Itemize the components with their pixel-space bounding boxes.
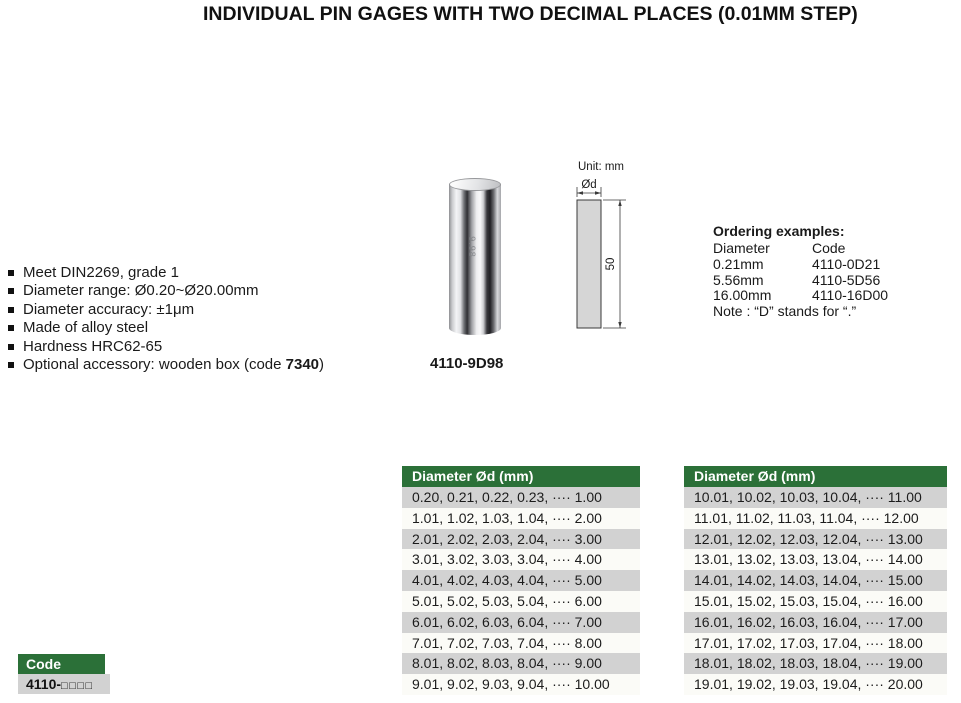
page-title: INDIVIDUAL PIN GAGES WITH TWO DECIMAL PLACES (0.01MM STEP) [203, 3, 858, 25]
unit-label: Unit: mm [578, 161, 624, 173]
table-row: 3.01, 3.02, 3.03, 3.04, ···· 4.00 [402, 549, 640, 570]
diameter-dim-label: Ød [581, 179, 597, 191]
table-row: 16.01, 16.02, 16.03, 16.04, ···· 17.00 [684, 612, 947, 633]
feature-text: Meet DIN2269, grade 1 [23, 264, 179, 281]
ordering-examples [713, 223, 888, 320]
accessory-code: 7340 [285, 355, 320, 373]
ordering-example-row [713, 273, 888, 289]
table-row: 17.01, 17.02, 17.03, 17.04, ···· 18.00 [684, 633, 947, 654]
ordering-example-row [713, 288, 888, 304]
bullet-square-icon [8, 362, 14, 368]
ordering-note: Note : “D” stands for “.” [713, 303, 857, 320]
pin-outline-rect [577, 200, 601, 328]
feature-item [8, 301, 324, 319]
diameter-table-left [402, 466, 640, 695]
code-value-prefix: 4110- [26, 676, 62, 692]
product-code-caption: 4110-9D98 [430, 355, 504, 372]
table-row: 11.01, 11.02, 11.03, 11.04, ···· 12.00 [684, 508, 947, 529]
pin-engraving-text: 9.98 [466, 236, 477, 258]
feature-text-prefix: Optional accessory: wooden box (code [23, 355, 286, 373]
table-row: 9.01, 9.02, 9.03, 9.04, ···· 10.00 [402, 674, 640, 695]
table-row: 2.01, 2.02, 2.03, 2.04, ···· 3.00 [402, 529, 640, 550]
ordering-column-headers [713, 241, 888, 257]
pin-top-face [449, 178, 501, 191]
feature-text: Hardness HRC62-65 [23, 337, 163, 355]
table-row: 0.20, 0.21, 0.22, 0.23, ···· 1.00 [402, 487, 640, 508]
diameter-table-right [684, 466, 947, 695]
ordering-col-diameter: Diameter [713, 240, 770, 256]
table-row: 12.01, 12.02, 12.03, 12.04, ···· 13.00 [684, 529, 947, 550]
feature-item [8, 264, 324, 282]
table-row: 10.01, 10.02, 10.03, 10.04, ···· 11.00 [684, 487, 947, 508]
example-diameter: 0.21mm [713, 255, 764, 272]
feature-item [8, 282, 324, 300]
bullet-square-icon [8, 270, 14, 276]
bullet-square-icon [8, 344, 14, 350]
feature-item [8, 356, 324, 374]
bullet-square-icon [8, 325, 14, 331]
pin-gage-photo [449, 184, 501, 335]
code-value [18, 674, 110, 694]
ordering-heading: Ordering examples: [713, 223, 845, 239]
order-code-block [18, 654, 110, 694]
example-code: 4110-5D56 [812, 271, 881, 288]
code-placeholder-boxes: □□□□ [61, 680, 94, 692]
length-dim-label: 50 [605, 257, 617, 271]
table-header: Diameter Ød (mm) [402, 466, 640, 487]
table-row: 15.01, 15.02, 15.03, 15.04, ···· 16.00 [684, 591, 947, 612]
technical-drawing [570, 153, 640, 343]
table-row: 7.01, 7.02, 7.03, 7.04, ···· 8.00 [402, 633, 640, 654]
feature-text [23, 356, 324, 373]
feature-text: Diameter accuracy: ±1μm [23, 300, 195, 318]
example-diameter: 16.00mm [713, 287, 772, 304]
table-row: 13.01, 13.02, 13.03, 13.04, ···· 14.00 [684, 549, 947, 570]
example-code: 4110-0D21 [812, 255, 881, 272]
table-row: 1.01, 1.02, 1.03, 1.04, ···· 2.00 [402, 508, 640, 529]
feature-item [8, 338, 324, 356]
table-row: 14.01, 14.02, 14.03, 14.04, ···· 15.00 [684, 570, 947, 591]
code-header: Code [18, 654, 105, 674]
feature-text: Diameter range: Ø0.20~Ø20.00mm [23, 282, 259, 300]
table-row: 19.01, 19.02, 19.03, 19.04, ···· 20.00 [684, 674, 947, 695]
table-row: 8.01, 8.02, 8.03, 8.04, ···· 9.00 [402, 653, 640, 674]
feature-item [8, 319, 324, 337]
table-row: 6.01, 6.02, 6.03, 6.04, ···· 7.00 [402, 612, 640, 633]
bullet-square-icon [8, 307, 14, 313]
table-header: Diameter Ød (mm) [684, 466, 947, 487]
feature-text: Made of alloy steel [23, 319, 149, 337]
table-row: 5.01, 5.02, 5.03, 5.04, ···· 6.00 [402, 591, 640, 612]
ordering-col-code: Code [812, 240, 846, 256]
table-row: 4.01, 4.02, 4.03, 4.04, ···· 5.00 [402, 570, 640, 591]
table-row: 18.01, 18.02, 18.03, 18.04, ···· 19.00 [684, 653, 947, 674]
example-code: 4110-16D00 [812, 287, 889, 304]
example-diameter: 5.56mm [713, 271, 764, 288]
feature-text-suffix: ) [319, 355, 325, 373]
bullet-square-icon [8, 288, 14, 294]
ordering-example-row [713, 257, 888, 273]
feature-list [8, 264, 324, 374]
